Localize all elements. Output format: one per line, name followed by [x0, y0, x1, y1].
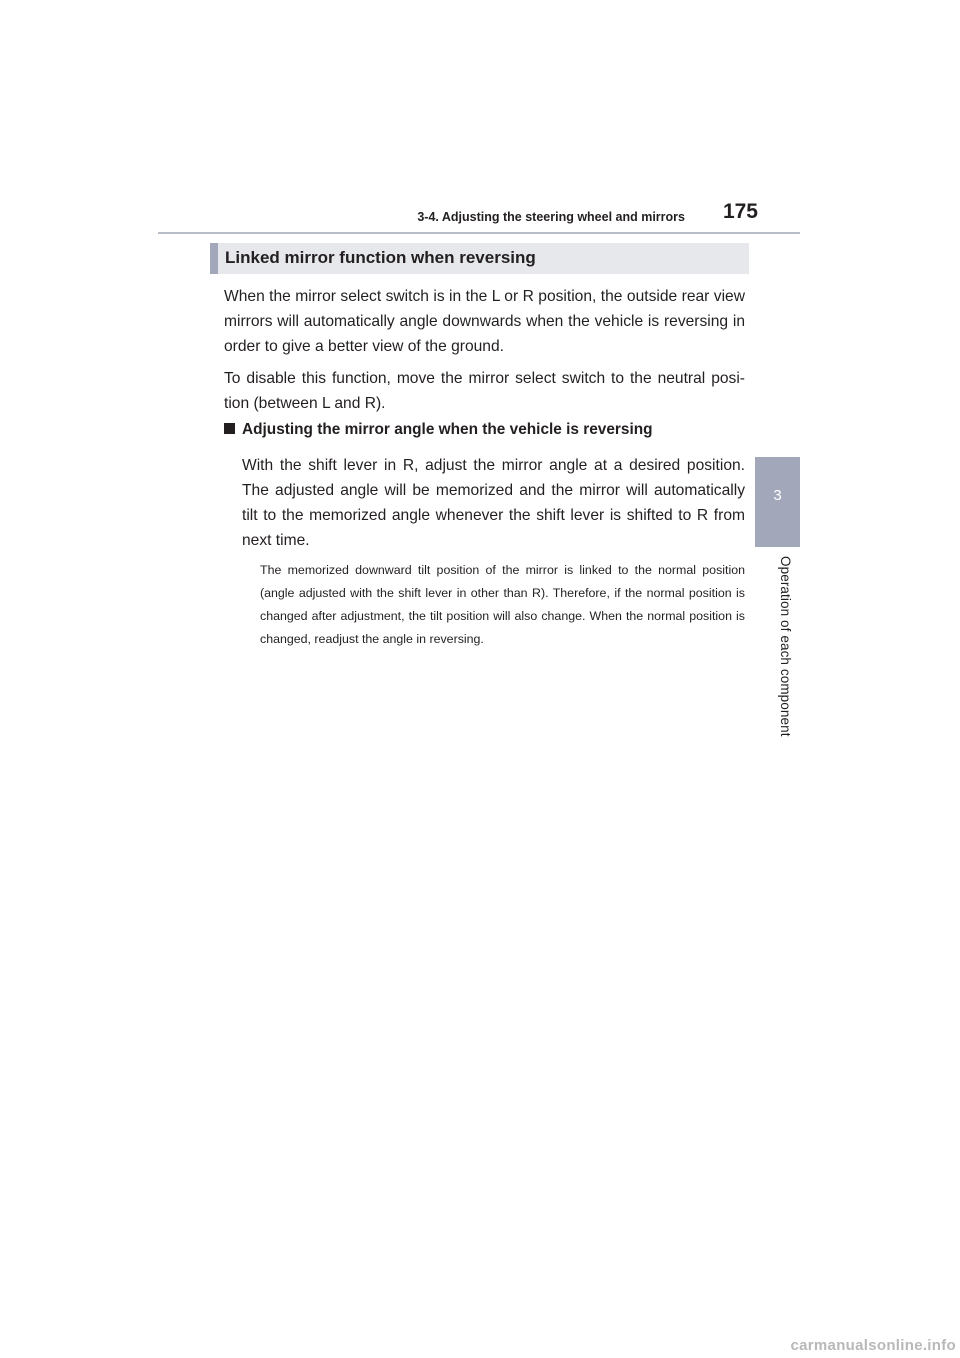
chapter-number: 3	[773, 487, 782, 504]
chapter-title: Operation of each component	[778, 556, 793, 737]
section-title: Linked mirror function when reversing	[225, 248, 536, 267]
section-title-bar	[210, 243, 749, 274]
paragraph-adjust: With the shift lever in R, adjust the mirror angle at a desired position. The adjusted angle will be memorized and the mirror will automatically tilt to the memorized angle whenever the shift lever is shifted to R from next time.	[242, 457, 745, 549]
paragraph-intro: When the mirror select switch is in the L or R position, the outside rear view mirrors will automatically angle downwards when the vehicle is reversing in order to give a better view of the ground.	[224, 288, 745, 355]
page-header	[158, 198, 800, 234]
chapter-tab	[755, 457, 800, 547]
note-text: The memorized downward tilt position of the mirror is linked to the normal position (angle adjusted with the shift lever in other than R). Therefore, if the normal position is changed after adjustment, the tilt position will also change. When the normal position is changed, readjust the angle in reversing.	[260, 563, 745, 646]
header-divider	[158, 232, 800, 234]
black-square-icon	[224, 423, 235, 434]
watermark: carmanualsonline.info	[790, 1337, 956, 1354]
section-breadcrumb: 3-4. Adjusting the steering wheel and mirrors	[417, 210, 685, 224]
page-number: 175	[722, 200, 758, 223]
paragraph-disable: To disable this function, move the mirror select switch to the neutral posi-tion (between L and R).	[224, 370, 745, 412]
subheading	[224, 421, 653, 439]
subheading-text: Adjusting the mirror angle when the vehicle is reversing	[242, 421, 653, 438]
